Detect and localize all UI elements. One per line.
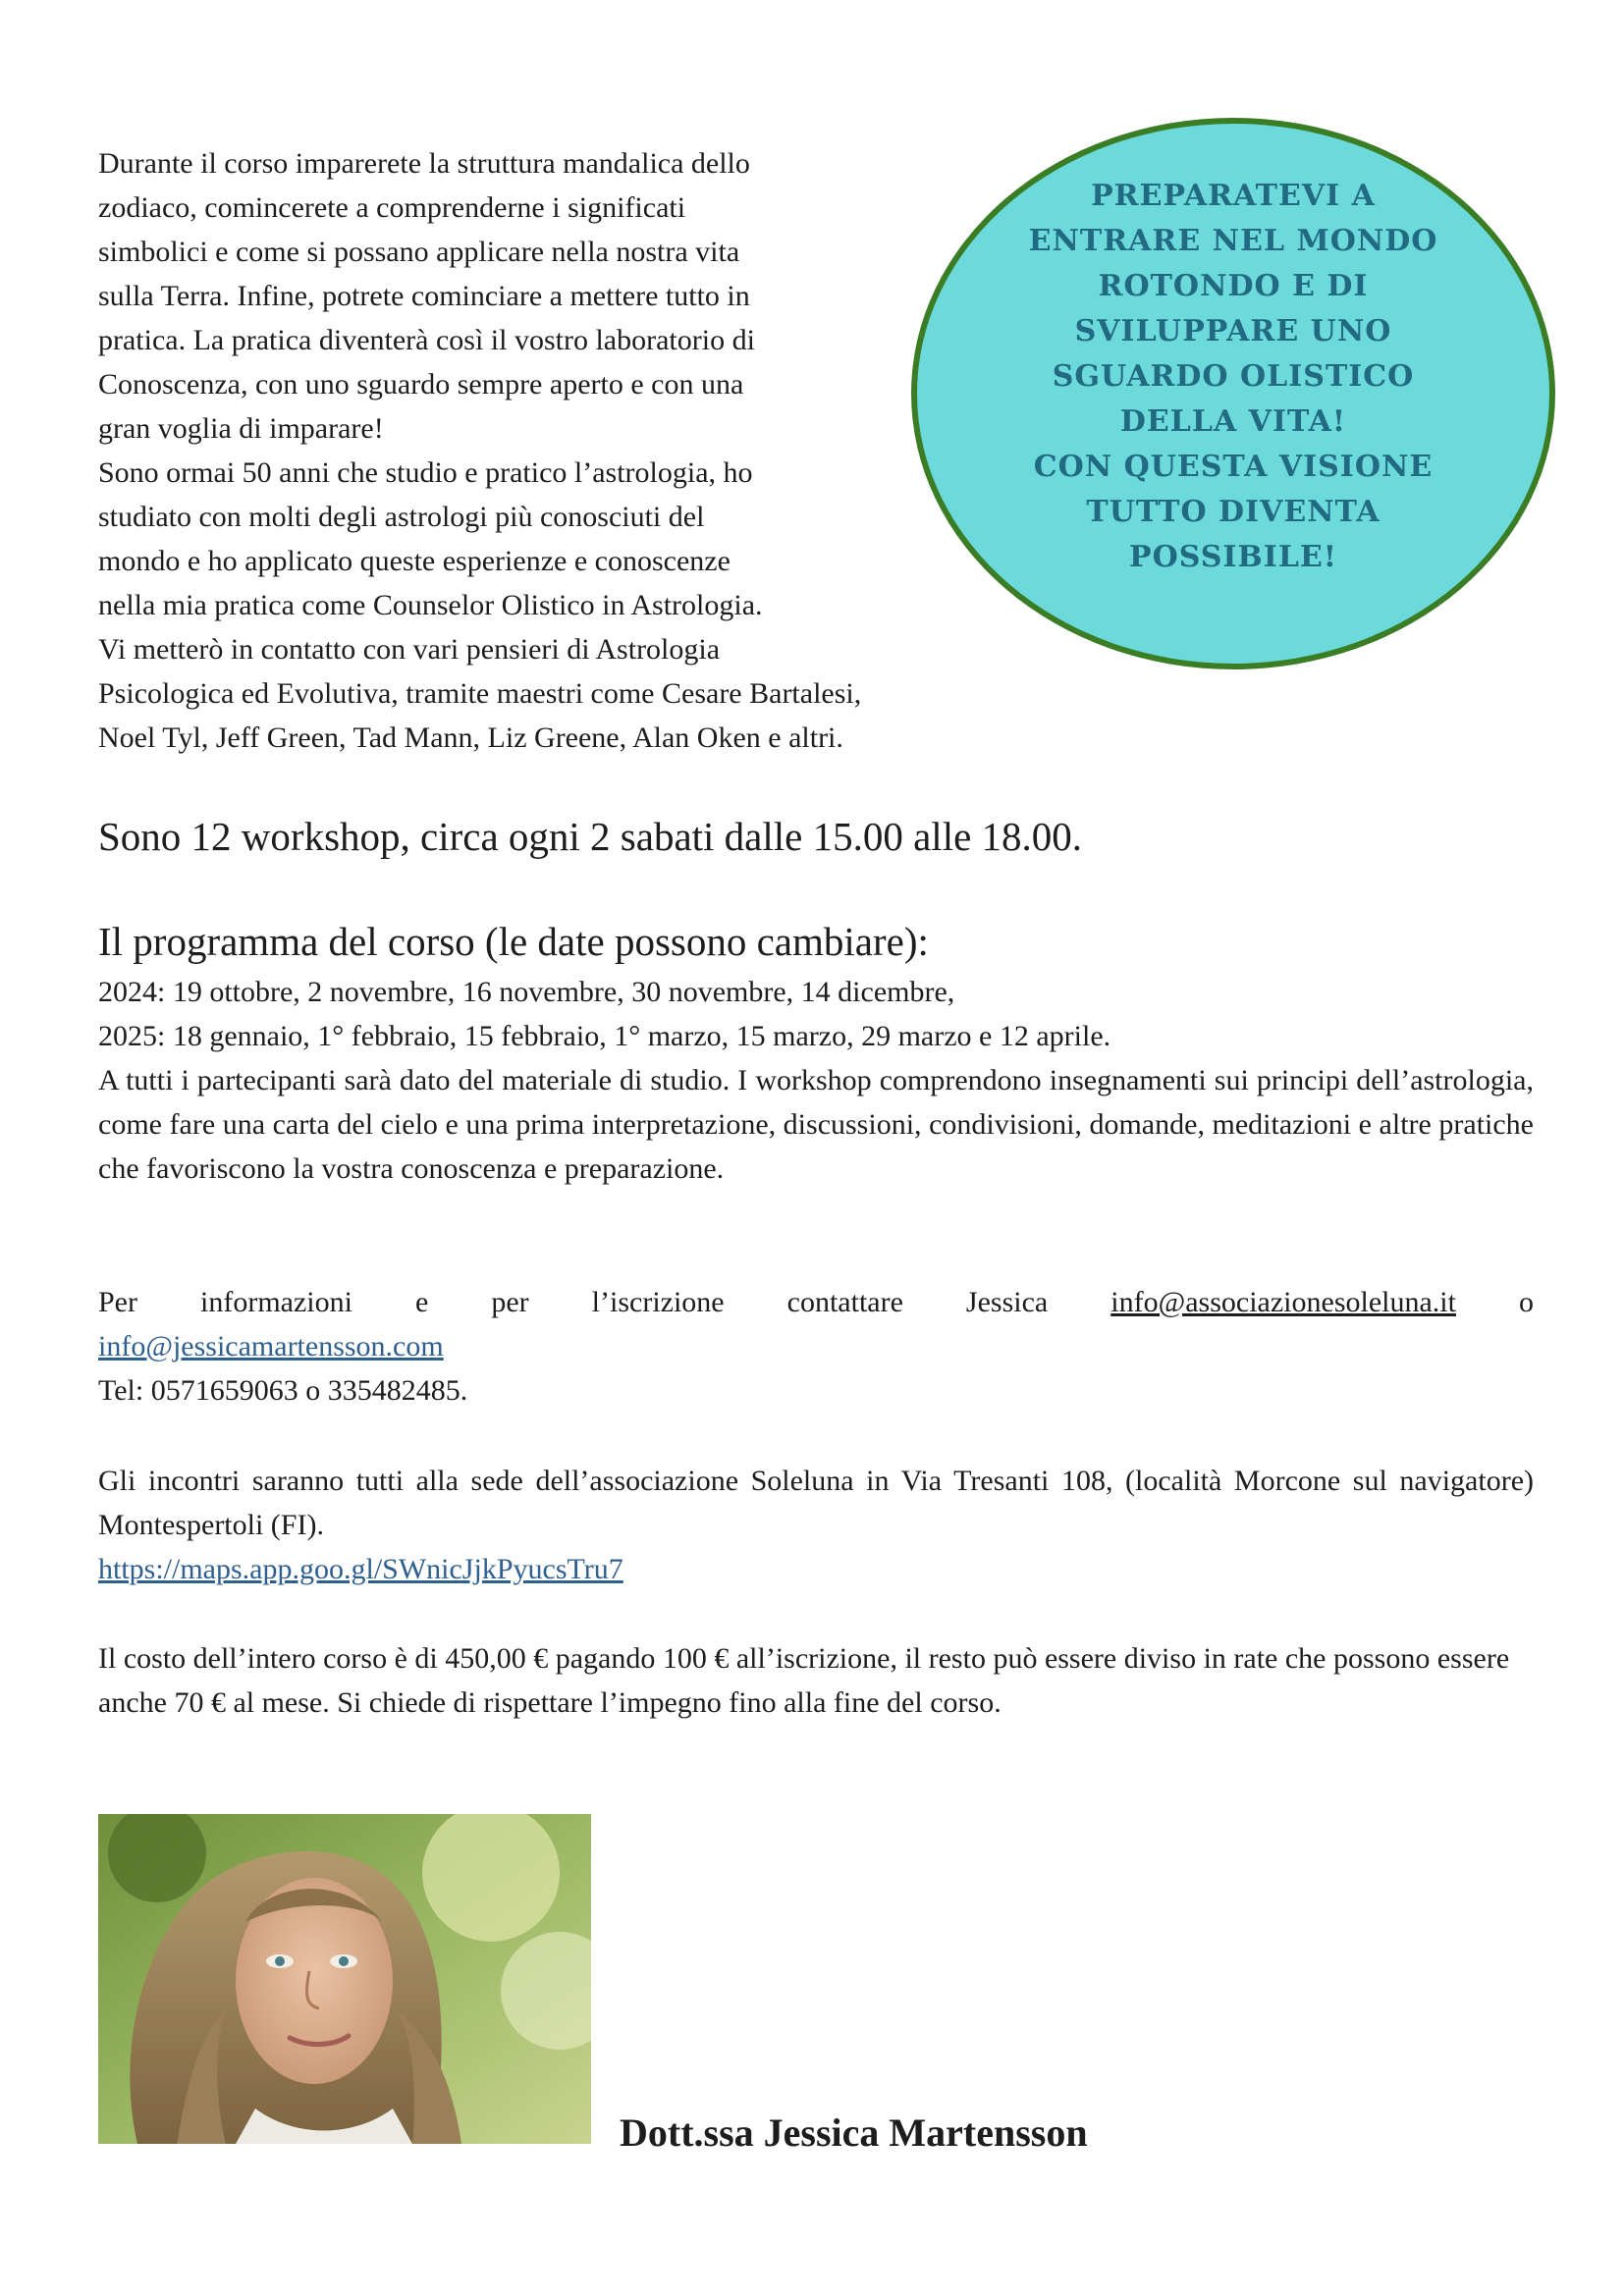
intro-line: Durante il corso imparerete la struttura mandalica dello [98, 147, 750, 180]
callout-text: PREPARATEVI A ENTRARE NEL MONDO ROTONDO E DI SVILUPPARE UNO SGUARDO OLISTICO DELLA VITA! CON QUESTA VISIONE TUTTO DIVENTA POSSIBILE! [1028, 179, 1438, 574]
workshop-schedule: Sono 12 workshop, circa ogni 2 sabati dalle 15.00 alle 18.00. [98, 814, 1083, 859]
dates-2024: 2024: 19 ottobre, 2 novembre, 16 novembre, 30 novembre, 14 dicembre, [98, 976, 955, 1008]
portrait-photo [98, 1814, 591, 2144]
intro-line: nella mia pratica come Counselor Olistico in Astrologia. [98, 589, 763, 621]
program-description: A tutti i partecipanti sarà dato del materiale di studio. I workshop comprendono insegnamenti sui principi dell’astrologia, come fare una carta del cielo e una prima interpretazione, discussioni, condivisioni, domande, meditazioni e altre pratiche che favoriscono la vostra conoscenza e preparazione. [98, 1064, 1534, 1185]
intro-line: simbolici e come si possano applicare nella nostra vita [98, 236, 740, 268]
contact-intro: Per informazioni e per l’iscrizione contattare Jessica [98, 1286, 1049, 1318]
program-details [98, 970, 1534, 1191]
email-link-soleluna[interactable]: info@associazionesoleluna.it [1110, 1286, 1456, 1318]
intro-line: Noel Tyl, Jeff Green, Tad Mann, Liz Greene, Alan Oken e altri. [98, 721, 843, 754]
intro-paragraph [98, 141, 1015, 760]
intro-line: zodiaco, comincerete a comprenderne i significati [98, 191, 686, 224]
intro-line: mondo e ho applicato queste esperienze e conoscenze [98, 545, 731, 577]
intro-line: pratica. La pratica diventerà così il vostro laboratorio di [98, 324, 755, 356]
program-title: Il programma del corso (le date possono cambiare): [98, 919, 929, 964]
map-link[interactable]: https://maps.app.goo.gl/SWnicJjkPyucsTru7 [98, 1553, 623, 1585]
contact-line [98, 1280, 1534, 1324]
cost-text: Il costo dell’intero corso è di 450,00 € pagando 100 € all’iscrizione, il resto può essere diviso in rate che possono essere anche 70 € al mese. Si chiede di rispettare l’impegno fino alla fine del corso. [98, 1642, 1510, 1719]
contact-section [98, 1280, 1534, 1413]
venue-text: Gli incontri saranno tutti alla sede dell’associazione Soleluna in Via Tresanti 108, (località Morcone sul navigatore) Montespertoli (FI). [98, 1465, 1534, 1541]
signature-name: Dott.ssa Jessica Martensson [620, 2110, 1088, 2155]
intro-line: Conoscenza, con uno sguardo sempre aperto e con una [98, 368, 744, 400]
callout-circle [911, 118, 1555, 669]
intro-line: Vi metterò in contatto con vari pensieri di Astrologia [98, 633, 721, 666]
intro-line: Psicologica ed Evolutiva, tramite maestri come Cesare Bartalesi, [98, 677, 862, 710]
contact-or: o [1519, 1286, 1534, 1318]
intro-line: sulla Terra. Infine, potrete cominciare a mettere tutto in [98, 280, 750, 312]
dates-2025: 2025: 18 gennaio, 1° febbraio, 15 febbraio, 1° marzo, 15 marzo, 29 marzo e 12 aprile. [98, 1020, 1111, 1052]
intro-line: Sono ormai 50 anni che studio e pratico l’astrologia, ho [98, 456, 753, 489]
intro-line: gran voglia di imparare! [98, 412, 384, 445]
venue-section [98, 1459, 1534, 1591]
contact-phone: Tel: 0571659063 o 335482485. [98, 1374, 468, 1407]
cost-section [98, 1636, 1534, 1725]
email-link-jessica[interactable]: info@jessicamartensson.com [98, 1330, 444, 1362]
intro-line: studiato con molti degli astrologi più conosciuti del [98, 501, 705, 533]
